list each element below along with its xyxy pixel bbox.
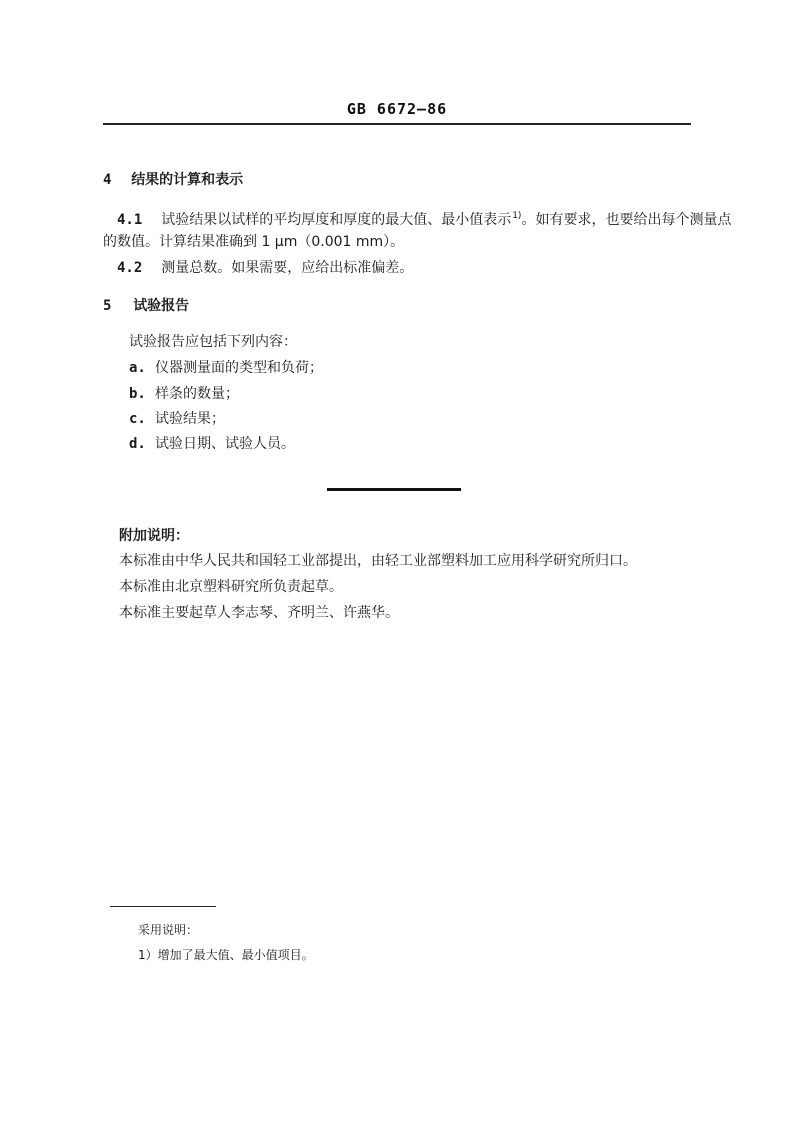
report-intro: 试验报告应包括下列内容： xyxy=(129,334,297,350)
section-5-number: 5 xyxy=(103,298,112,314)
list-item-text: 仪器测量面的类型和负荷； xyxy=(155,360,323,376)
standard-code: GB 6672—86 xyxy=(346,100,448,118)
clause-4-1 xyxy=(117,207,731,229)
list-item xyxy=(129,385,239,403)
section-5-title: 试验报告 xyxy=(133,298,190,314)
list-item-marker: b. xyxy=(129,386,146,402)
section-4-heading xyxy=(103,171,243,189)
appendix-line: 本标准由北京塑料研究所负责起草。 xyxy=(119,579,343,595)
end-rule xyxy=(327,488,461,491)
clause-4-2-number: 4.2 xyxy=(117,260,143,276)
section-4-number: 4 xyxy=(103,172,112,188)
list-item-text: 样条的数量； xyxy=(155,386,239,402)
list-item-text: 试验日期、试验人员。 xyxy=(155,436,295,452)
clause-4-1-text-a: 试验结果以试样的平均厚度和厚度的最大值、最小值表示 xyxy=(161,212,512,228)
list-item-marker: c. xyxy=(129,411,146,427)
section-5-heading xyxy=(103,297,189,315)
footnote-text: 1）增加了最大值、最小值项目。 xyxy=(138,948,314,962)
list-item xyxy=(129,359,323,377)
list-item xyxy=(129,435,295,453)
clause-4-1-text-b: 。如有要求，也要给出每个测量点 xyxy=(521,212,732,228)
clause-4-2 xyxy=(117,259,413,277)
appendix-line: 本标准主要起草人李志琴、齐明兰、许燕华。 xyxy=(119,605,399,621)
footnote-title: 采用说明： xyxy=(138,923,199,937)
footnote-ref: 1) xyxy=(512,211,522,221)
list-item-marker: d. xyxy=(129,436,146,452)
appendix-title: 附加说明： xyxy=(119,528,189,544)
clause-4-2-text: 测量总数。如果需要，应给出标准偏差。 xyxy=(161,260,414,276)
list-item xyxy=(129,410,225,428)
section-4-title: 结果的计算和表示 xyxy=(131,172,244,188)
clause-4-1-number: 4.1 xyxy=(117,212,143,228)
appendix-line: 本标准由中华人民共和国轻工业部提出，由轻工业部塑料加工应用科学研究所归口。 xyxy=(119,553,637,569)
footnote-rule xyxy=(110,906,216,907)
header-rule xyxy=(103,123,691,125)
list-item-marker: a. xyxy=(129,360,146,376)
list-item-text: 试验结果； xyxy=(155,411,225,427)
clause-4-1-continuation: 的数值。计算结果准确到 1 μm（0.001 mm）。 xyxy=(103,234,405,250)
